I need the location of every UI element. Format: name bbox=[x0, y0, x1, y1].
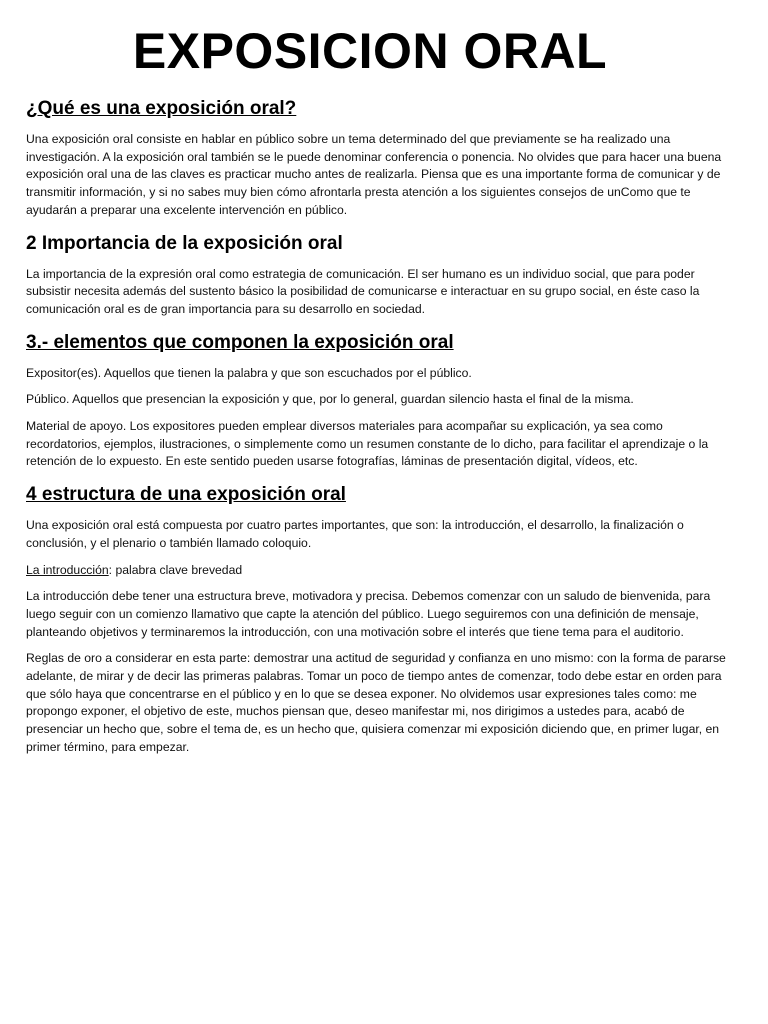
section-what-is bbox=[26, 97, 738, 220]
paragraph-what-is: Una exposición oral consiste en hablar en público sobre un tema determinado del que previamente se ha realizado una investigación. A la exposición oral también se le puede denominar conferencia o ponencia. No olvides que para hacer una buena exposición oral una de las claves es practicar mucho antes de realizarla. Piensa que es una importante forma de comunicar y de transmitir información, y si no sabes muy bien cómo afrontarla presta atención a los siguientes consejos de unComo que te ayudarán a preparar una excelente intervención en público. bbox=[26, 132, 722, 217]
paragraph-expositor: Expositor(es). Aquellos que tienen la palabra y que son escuchados por el público. bbox=[26, 365, 472, 380]
section-heading-structure: 4 estructura de una exposición oral bbox=[26, 484, 346, 506]
document-body bbox=[26, 97, 738, 766]
intro-label: La introducción bbox=[26, 562, 109, 577]
paragraph-material: Material de apoyo. Los expositores pueden emplear diversos materiales para acompañar su explicación, ya sea como recordatorios, ejemplos, ilustraciones, o simplemente como un resumen constante de lo dicho, para facilitar el aprendizaje o la retención de lo expuesto. En este sentido pueden usarse fotografías, láminas de presentación digital, vídeos, etc. bbox=[26, 419, 709, 469]
section-importance bbox=[26, 232, 738, 319]
paragraph-structure: Una exposición oral está compuesta por cuatro partes importantes, que son: la introducción, el desarrollo, la finalización o conclusión, y el plenario o también llamado coloquio. bbox=[26, 518, 684, 550]
document-title: EXPOSICION ORAL bbox=[132, 23, 608, 79]
paragraph-importance: La importancia de la expresión oral como estrategia de comunicación. El ser humano es un individuo social, que para poder subsistir necesita además del sustento básico la posibilidad de comunicarse e interactuar en su grupo social, en éste caso la comunicación oral es de gran importancia para su desarrollo en sociedad. bbox=[26, 266, 700, 316]
section-structure bbox=[26, 483, 738, 756]
paragraph-intro-description: La introducción debe tener una estructura breve, motivadora y precisa. Debemos comenzar con un saludo de bienvenida, para luego seguir con un comienzo llamativo que capte la atención del público. Luego seguiremos con una definición de mensaje, planteando objetivos y terminaremos la introducción, con una motivación sobre el interés que tiene tema para el auditorio. bbox=[26, 589, 711, 639]
section-elements bbox=[26, 331, 738, 472]
intro-keyword-text: : palabra clave brevedad bbox=[108, 562, 243, 577]
section-heading-importance: 2 Importancia de la exposición oral bbox=[26, 232, 343, 254]
paragraph-golden-rules: Reglas de oro a considerar en esta parte: demostrar una actitud de seguridad y confianza en uno mismo: con la forma de pararse adelante, de mirar y de decir las primeras palabras. Tomar un poco de tiempo antes de comenzar, todo debe estar en orden para que sólo haya que concentrarse en el público y en lo que se desea exponer. No olvidemos usar expresiones tales como: me propongo exponer, el objetivo de este, muchos piensan que, deseo manifestar mi, nos dirigimos a ustedes para, acabó de presenciar un hecho que, sobre el tema de, es un hecho que, quisiera comenzar mi exposición diciendo que, en primer lugar, en primer término, para empezar. bbox=[26, 651, 726, 754]
paragraph-intro-keyword bbox=[26, 562, 738, 580]
paragraph-publico: Público. Aquellos que presencian la exposición y que, por lo general, guardan silencio hasta el final de la misma. bbox=[26, 392, 634, 407]
section-heading-what-is: ¿Qué es una exposición oral? bbox=[26, 98, 297, 119]
section-heading-elements: 3.- elementos que componen la exposición oral bbox=[26, 331, 454, 353]
